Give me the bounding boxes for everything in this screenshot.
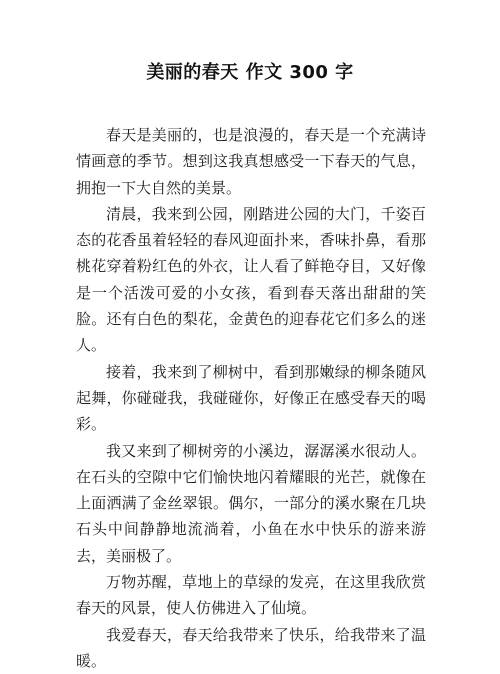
paragraph: 我又来到了柳树旁的小溪边，潺潺溪水很动人。在石头的空隙中它们愉快地闪着耀眼的光芒，就像在上面洒满了金丝翠银。偶尔，一部分的溪水聚在几块石头中间静静地流淌着，小鱼在水中快乐的游来游去，美丽极了。	[76, 441, 426, 565]
paragraph: 春天是美丽的，也是浪漫的，春天是一个充满诗情画意的季节。想到这我真想感受一下春天的气息，拥抱一下大自然的美景。	[76, 126, 426, 197]
paragraph: 接着，我来到了柳树中，看到那嫩绿的柳条随风起舞，你碰碰我，我碰碰你，好像正在感受春天的喝彩。	[76, 362, 426, 434]
essay-body	[76, 122, 426, 674]
document-title: 美丽的春天 作文 300 字	[146, 62, 354, 83]
paragraph: 万物苏醒，草地上的草绿的发亮，在这里我欣赏春天的风景，使人仿佛进入了仙境。	[76, 573, 426, 618]
paragraph: 我爱春天，春天给我带来了快乐，给我带来了温暖。	[76, 625, 426, 670]
paragraph: 清晨，我来到公园，刚踏进公园的大门，千姿百态的花香虽着轻轻的春风迎面扑来，香味扑鼻，看那桃花穿着粉红色的外衣，让人看了鲜艳夺目，又好像是一个活泼可爱的小女孩，看到春天落出甜甜的笑脸。还有白色的梨花，金黄色的迎春花它们多么的迷人。	[76, 204, 426, 355]
